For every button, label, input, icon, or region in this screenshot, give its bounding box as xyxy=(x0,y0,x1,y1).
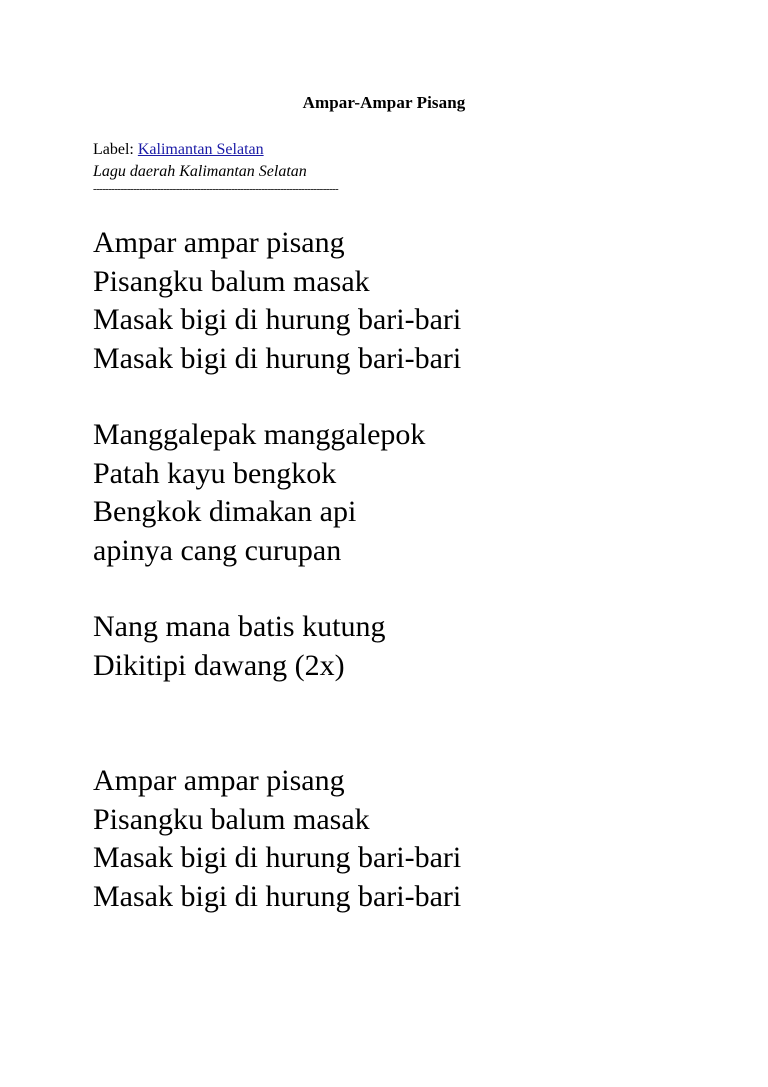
lyric-line: apinya cang curupan xyxy=(93,533,342,567)
label-line xyxy=(93,139,307,161)
lyrics xyxy=(93,224,693,916)
lyric-line: Nang mana batis kutung xyxy=(93,610,386,643)
lyric-line: Masak bigi di hurung bari-bari xyxy=(93,841,462,874)
verse-4 xyxy=(93,762,693,916)
verse-spacer xyxy=(93,378,693,416)
lyric-line: Masak bigi di hurung bari-bari xyxy=(93,303,462,336)
lyric-line: Patah kayu bengkok xyxy=(93,456,337,490)
verse-spacer xyxy=(93,570,693,608)
lyric-line: Dikitipi dawang (2x) xyxy=(93,648,345,682)
verse-2 xyxy=(93,416,693,570)
lyric-line: Ampar ampar pisang xyxy=(93,226,345,259)
verse-spacer xyxy=(93,685,693,762)
lyric-line: Manggalepak manggalepok xyxy=(93,418,426,451)
lyric-line: Bengkok dimakan api xyxy=(93,495,357,528)
document-subtitle: Lagu daerah Kalimantan Selatan xyxy=(93,163,307,180)
label-prefix: Label: xyxy=(93,141,134,158)
verse-3 xyxy=(93,608,693,685)
lyric-line: Ampar ampar pisang xyxy=(93,764,345,797)
divider-line: -------------------------------------------------------------------------------- xyxy=(93,183,339,195)
lyric-line: Masak bigi di hurung bari-bari xyxy=(93,341,462,375)
lyric-line: Pisangku balum masak xyxy=(93,802,370,836)
document-title: Ampar-Ampar Pisang xyxy=(302,93,466,112)
document-meta xyxy=(93,139,307,183)
verse-1 xyxy=(93,224,693,378)
label-link[interactable]: Kalimantan Selatan xyxy=(137,141,264,158)
lyric-line: Pisangku balum masak xyxy=(93,264,370,298)
lyric-line: Masak bigi di hurung bari-bari xyxy=(93,879,462,913)
